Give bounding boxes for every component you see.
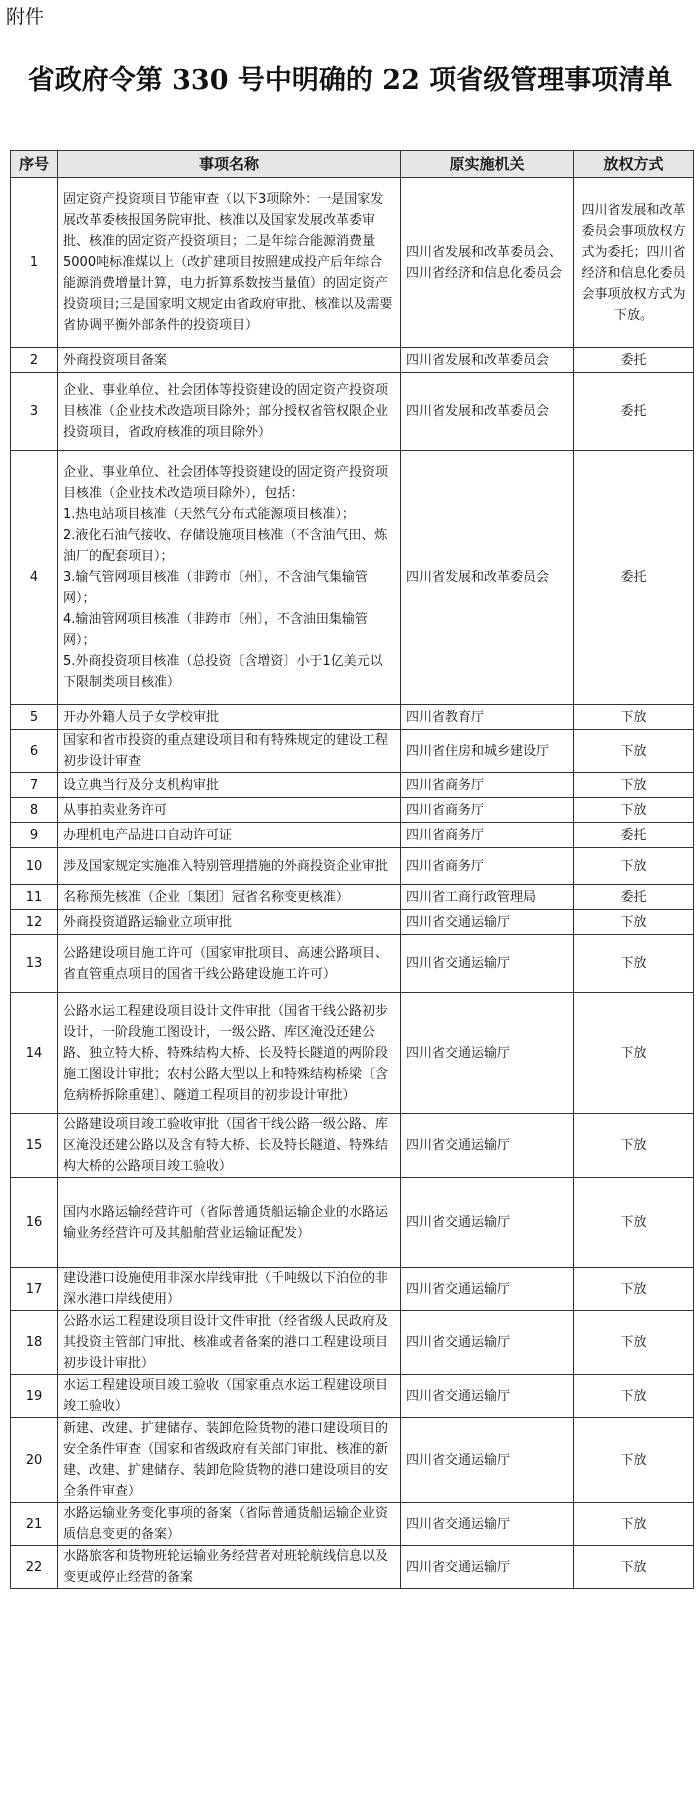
- row-mode-cell: 委托: [574, 451, 694, 705]
- row-item-cell: 外商投资项目备案: [58, 348, 401, 373]
- row-mode-cell: 下放: [574, 730, 694, 773]
- table-row: [11, 348, 694, 373]
- row-seq-cell: 2: [11, 348, 58, 373]
- row-seq-cell: 3: [11, 373, 58, 451]
- row-org-cell: 四川省发展和改革委员会: [401, 451, 574, 705]
- row-mode-cell: 委托: [574, 823, 694, 848]
- row-item-cell: 国家和省市投资的重点建设项目和有特殊规定的建设工程初步设计审查: [58, 730, 401, 773]
- row-seq-cell: 21: [11, 1503, 58, 1546]
- row-mode-cell: 下放: [574, 1114, 694, 1178]
- row-org-cell: 四川省交通运输厅: [401, 1418, 574, 1503]
- row-item-cell: 水路旅客和货物班轮运输业务经营者对班轮航线信息以及变更或停止经营的备案: [58, 1546, 401, 1589]
- row-mode-cell: 下放: [574, 1375, 694, 1418]
- row-seq-cell: 13: [11, 935, 58, 993]
- row-item-cell: 涉及国家规定实施准入特别管理措施的外商投资企业审批: [58, 848, 401, 885]
- row-seq-cell: 19: [11, 1375, 58, 1418]
- table-row: [11, 935, 694, 993]
- row-seq-cell: 5: [11, 705, 58, 730]
- row-org-cell: 四川省交通运输厅: [401, 1311, 574, 1375]
- row-mode-cell: 下放: [574, 705, 694, 730]
- row-seq-cell: 12: [11, 910, 58, 935]
- row-item-cell: 外商投资道路运输业立项审批: [58, 910, 401, 935]
- row-seq-cell: 9: [11, 823, 58, 848]
- row-org-cell: 四川省住房和城乡建设厅: [401, 730, 574, 773]
- row-mode-cell: 下放: [574, 773, 694, 798]
- row-org-cell: 四川省商务厅: [401, 848, 574, 885]
- row-item-cell: 新建、改建、扩建储存、装卸危险货物的港口建设项目的安全条件审查（国家和省级政府有关部门审批、核准的新建、改建、扩建储存、装卸危险货物的港口建设项目的安全条件审查）: [58, 1418, 401, 1503]
- row-seq-cell: 18: [11, 1311, 58, 1375]
- row-seq-cell: 8: [11, 798, 58, 823]
- row-seq-cell: 20: [11, 1418, 58, 1503]
- row-org-cell: 四川省工商行政管理局: [401, 885, 574, 910]
- row-mode-cell: 下放: [574, 798, 694, 823]
- row-mode-cell: 下放: [574, 1311, 694, 1375]
- table-row: [11, 823, 694, 848]
- row-mode-cell: 下放: [574, 1546, 694, 1589]
- row-seq-cell: 14: [11, 993, 58, 1114]
- row-item-cell: 公路水运工程建设项目设计文件审批（经省级人民政府及其投资主管部门审批、核准或者备案的港口工程建设项目初步设计审批）: [58, 1311, 401, 1375]
- table-row: [11, 773, 694, 798]
- row-item-cell: 从事拍卖业务许可: [58, 798, 401, 823]
- row-mode-cell: 委托: [574, 885, 694, 910]
- table-row: [11, 1503, 694, 1546]
- row-org-cell: 四川省交通运输厅: [401, 1546, 574, 1589]
- table-body: [11, 178, 694, 1589]
- row-item-cell: 水路运输业务变化事项的备案（省际普通货船运输企业资质信息变更的备案）: [58, 1503, 401, 1546]
- row-mode-cell: 下放: [574, 910, 694, 935]
- table-row: [11, 1311, 694, 1375]
- table-row: [11, 178, 694, 348]
- row-org-cell: 四川省交通运输厅: [401, 1375, 574, 1418]
- row-org-cell: 四川省商务厅: [401, 798, 574, 823]
- header-item: 事项名称: [58, 151, 401, 178]
- row-mode-cell: 下放: [574, 848, 694, 885]
- row-mode-cell: 下放: [574, 1418, 694, 1503]
- row-seq-cell: 22: [11, 1546, 58, 1589]
- table-row: [11, 993, 694, 1114]
- row-item-cell: 企业、事业单位、社会团体等投资建设的固定资产投资项目核准（企业技术改造项目除外；部分授权省管权限企业投资项目，省政府核准的项目除外）: [58, 373, 401, 451]
- row-org-cell: 四川省发展和改革委员会: [401, 348, 574, 373]
- table-header-row: [11, 151, 694, 178]
- row-item-cell: 公路水运工程建设项目设计文件审批（国省干线公路初步设计，一阶段施工图设计，一级公路、库区淹没还建公路、独立特大桥、特殊结构大桥、长及特长隧道的两阶段施工图设计审批；农村公路大型以上和特殊结构桥梁〔含危病桥拆除重建〕、隧道工程项目的初步设计审批）: [58, 993, 401, 1114]
- row-item-cell: 公路建设项目施工许可（国家审批项目、高速公路项目、省直管重点项目的国省干线公路建设施工许可）: [58, 935, 401, 993]
- table-row: [11, 848, 694, 885]
- row-mode-cell: 下放: [574, 1503, 694, 1546]
- attachment-label: 附件: [6, 6, 45, 28]
- table-row: [11, 705, 694, 730]
- row-item-cell: 水运工程建设项目竣工验收（国家重点水运工程建设项目竣工验收）: [58, 1375, 401, 1418]
- row-item-cell: 办理机电产品进口自动许可证: [58, 823, 401, 848]
- table-row: [11, 910, 694, 935]
- row-item-cell: 设立典当行及分支机构审批: [58, 773, 401, 798]
- table-row: [11, 885, 694, 910]
- table-row: [11, 1418, 694, 1503]
- row-item-cell: 名称预先核准（企业〔集团〕冠省名称变更核准）: [58, 885, 401, 910]
- row-org-cell: 四川省交通运输厅: [401, 910, 574, 935]
- table-row: [11, 1546, 694, 1589]
- row-org-cell: 四川省交通运输厅: [401, 1178, 574, 1268]
- row-mode-cell: 下放: [574, 1268, 694, 1311]
- table-row: [11, 730, 694, 773]
- row-seq-cell: 4: [11, 451, 58, 705]
- items-table: [10, 150, 694, 1589]
- table-row: [11, 1178, 694, 1268]
- row-org-cell: 四川省交通运输厅: [401, 1503, 574, 1546]
- header-mode: 放权方式: [574, 151, 694, 178]
- row-mode-cell: 四川省发展和改革委员会事项放权方式为委托；四川省经济和信息化委员会事项放权方式为下放。: [574, 178, 694, 348]
- row-seq-cell: 17: [11, 1268, 58, 1311]
- row-seq-cell: 15: [11, 1114, 58, 1178]
- row-item-cell: 企业、事业单位、社会团体等投资建设的固定资产投资项目核准（企业技术改造项目除外），包括： 1.热电站项目核准（天然气分布式能源项目核准）； 2.液化石油气接收、存储设施项目核准（不含油气田、炼油厂的配套项目）； 3.输气管网项目核准（非跨市〔州〕，不含油气集输管网）； 4.输油管网项目核准（非跨市〔州〕，不含油田集输管网）； 5.外商投资项目核准（总投资〔含增资〕小于1亿美元以下限制类项目核准）: [58, 451, 401, 705]
- row-org-cell: 四川省教育厅: [401, 705, 574, 730]
- table-row: [11, 798, 694, 823]
- row-org-cell: 四川省交通运输厅: [401, 993, 574, 1114]
- row-item-cell: 公路建设项目竣工验收审批（国省干线公路一级公路、库区淹没还建公路以及含有特大桥、长及特长隧道、特殊结构大桥的公路项目竣工验收）: [58, 1114, 401, 1178]
- row-seq-cell: 6: [11, 730, 58, 773]
- table-row: [11, 1375, 694, 1418]
- table-row: [11, 373, 694, 451]
- page-title: 省政府令第 330 号中明确的 22 项省级管理事项清单: [27, 65, 673, 96]
- row-item-cell: 开办外籍人员子女学校审批: [58, 705, 401, 730]
- row-org-cell: 四川省交通运输厅: [401, 935, 574, 993]
- row-item-cell: 固定资产投资项目节能审查（以下3项除外：一是国家发展改革委核报国务院审批、核准以及国家发展改革委审批、核准的固定资产投资项目；二是年综合能源消费量5000吨标准煤以上（改扩建项目按照建成投产后年综合能源消费增量计算，电力折算系数按当量值）的固定资产投资项目;三是国家明文规定由省政府审批、核准以及需要省协调平衡外部条件的投资项目）: [58, 178, 401, 348]
- header-org: 原实施机关: [401, 151, 574, 178]
- table-row: [11, 451, 694, 705]
- table-row: [11, 1114, 694, 1178]
- row-item-cell: 建设港口设施使用非深水岸线审批（千吨级以下泊位的非深水港口岸线使用）: [58, 1268, 401, 1311]
- row-mode-cell: 下放: [574, 993, 694, 1114]
- row-seq-cell: 7: [11, 773, 58, 798]
- row-mode-cell: 下放: [574, 935, 694, 993]
- row-seq-cell: 1: [11, 178, 58, 348]
- table-row: [11, 1268, 694, 1311]
- row-mode-cell: 委托: [574, 373, 694, 451]
- row-org-cell: 四川省发展和改革委员会、四川省经济和信息化委员会: [401, 178, 574, 348]
- row-seq-cell: 10: [11, 848, 58, 885]
- header-seq: 序号: [11, 151, 58, 178]
- row-org-cell: 四川省发展和改革委员会: [401, 373, 574, 451]
- row-mode-cell: 下放: [574, 1178, 694, 1268]
- row-org-cell: 四川省商务厅: [401, 773, 574, 798]
- row-org-cell: 四川省商务厅: [401, 823, 574, 848]
- row-seq-cell: 16: [11, 1178, 58, 1268]
- row-item-cell: 国内水路运输经营许可（省际普通货船运输企业的水路运输业务经营许可及其船舶营业运输证配发）: [58, 1178, 401, 1268]
- row-org-cell: 四川省交通运输厅: [401, 1268, 574, 1311]
- row-mode-cell: 委托: [574, 348, 694, 373]
- row-org-cell: 四川省交通运输厅: [401, 1114, 574, 1178]
- row-seq-cell: 11: [11, 885, 58, 910]
